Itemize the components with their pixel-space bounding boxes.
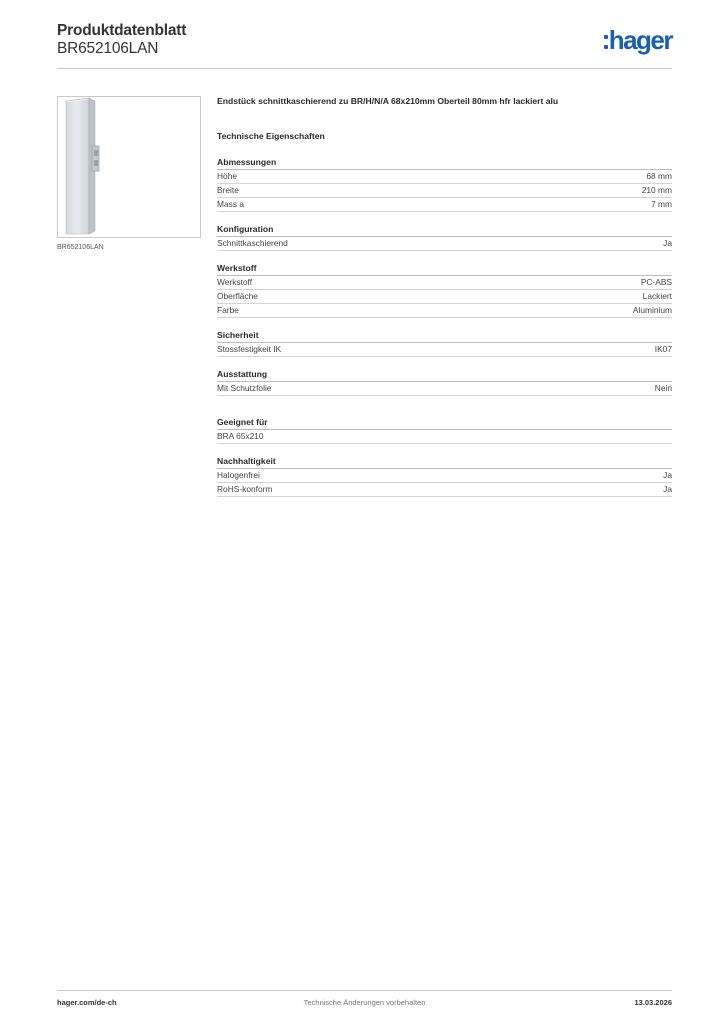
section-title: Konfiguration — [217, 224, 672, 237]
document-title: Produktdatenblatt — [57, 22, 187, 39]
hager-logo — [604, 25, 672, 55]
image-caption: BR652106LAN — [57, 244, 104, 251]
section-werkstoff — [217, 263, 672, 318]
property-row — [217, 430, 672, 444]
product-description: Endstück schnittkaschierend zu BR/H/N/A 68x210mm Oberteil 80mm hfr lackiert alu — [217, 96, 559, 106]
property-label: Breite — [217, 185, 239, 195]
property-label: Werkstoff — [217, 277, 253, 287]
section-abmessungen — [217, 157, 672, 212]
property-value: Ja — [663, 470, 672, 480]
end-cap-product-icon — [58, 97, 200, 237]
property-label: Schnittkaschierend — [217, 238, 288, 248]
property-row — [217, 170, 672, 184]
footer-date: 13.03.2026 — [634, 998, 672, 1007]
property-value: Aluminium — [632, 305, 672, 315]
property-label: Mit Schutzfolie — [217, 383, 272, 393]
property-row — [217, 469, 672, 483]
property-label: Halogenfrei — [217, 470, 260, 480]
property-row — [217, 483, 672, 497]
property-label: Höhe — [217, 171, 238, 181]
datasheet-content — [217, 96, 672, 497]
section-geeignet-fuer — [217, 417, 672, 444]
property-label: RoHS-konform — [217, 484, 273, 494]
property-row — [217, 343, 672, 357]
property-value: 7 mm — [651, 199, 672, 209]
property-value: Ja — [663, 238, 672, 248]
property-row — [217, 382, 672, 396]
section-title: Nachhaltigkeit — [217, 456, 672, 469]
page-footer — [57, 998, 672, 1010]
section-nachhaltigkeit — [217, 456, 672, 497]
product-number: BR652106LAN — [57, 40, 159, 57]
section-title: Werkstoff — [217, 263, 672, 276]
property-row — [217, 304, 672, 318]
property-label: Mass a — [217, 199, 244, 209]
section-title: Geeignet für — [217, 417, 672, 430]
property-row — [217, 198, 672, 212]
section-sicherheit — [217, 330, 672, 357]
property-row — [217, 290, 672, 304]
footer-divider — [57, 990, 672, 991]
property-label: BRA 65x210 — [217, 431, 264, 441]
property-row — [217, 276, 672, 290]
property-row — [217, 184, 672, 198]
section-konfiguration — [217, 224, 672, 251]
property-value: Nein — [654, 383, 672, 393]
section-title: Ausstattung — [217, 369, 672, 382]
property-value: PC-ABS — [640, 277, 672, 287]
technical-properties-heading: Technische Eigenschaften — [217, 131, 325, 141]
property-label: Farbe — [217, 305, 239, 315]
footer-notice: Technische Änderungen vorbehalten — [303, 998, 426, 1007]
property-value: Ja — [663, 484, 672, 494]
property-value: 68 mm — [646, 171, 672, 181]
property-label: Stossfestigkeit IK — [217, 344, 282, 354]
section-title: Abmessungen — [217, 157, 672, 170]
header-divider — [57, 68, 672, 69]
property-row — [217, 237, 672, 251]
page-header — [57, 20, 672, 68]
product-image — [57, 96, 201, 238]
section-ausstattung — [217, 369, 672, 396]
property-label: Oberfläche — [217, 291, 258, 301]
property-value: 210 mm — [641, 185, 672, 195]
logo-text: hager — [608, 25, 672, 55]
property-value: Lackiert — [642, 291, 672, 301]
footer-website-link[interactable]: hager.com/de-ch — [57, 998, 117, 1007]
property-value: IK07 — [654, 344, 672, 354]
section-title: Sicherheit — [217, 330, 672, 343]
logo-dots-icon — [604, 35, 608, 49]
